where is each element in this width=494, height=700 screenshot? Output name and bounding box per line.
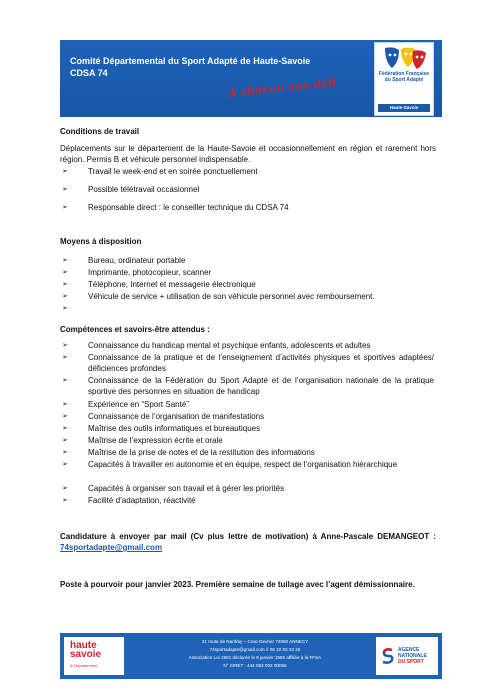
arrow-bullet-icon: ➢ <box>62 281 68 288</box>
ans-line2: NATIONALE <box>398 653 427 659</box>
arrow-bullet-icon: ➢ <box>62 342 68 349</box>
ffsa-logo-text: Fédération Française du Sport Adapté <box>378 71 430 83</box>
conditions-intro: Déplacements sur le département de la Haute-Savoie et occasionnellement en région et rarement hors région. Permis B et véhicule personnel indispensable. <box>60 144 436 164</box>
arrow-bullet-icon: ➢ <box>62 377 68 384</box>
hs-line2: savoie <box>70 649 102 660</box>
arrow-bullet-icon: ➢ <box>62 204 68 211</box>
arrow-bullet-icon: ➢ <box>62 413 68 420</box>
arrow-bullet-icon: ➢ <box>62 354 68 361</box>
footer-line: N° SIRET : 444 082 002 00055 <box>223 663 287 668</box>
hs-line1: haute <box>70 640 97 651</box>
header-title <box>70 55 310 79</box>
poste-text: Poste à pourvoir pour janvier 2023. Première semaine de tuilage avec l’agent démissionnaire. <box>60 580 415 589</box>
arrow-bullet-icon: ➢ <box>62 485 68 492</box>
footer <box>60 633 442 679</box>
ans-line3: DU SPORT <box>398 659 424 665</box>
ans-emblem-icon <box>380 647 396 665</box>
arrow-bullet-icon: ➢ <box>62 497 68 504</box>
hs-sub: le Département <box>70 663 98 668</box>
header-banner <box>60 40 442 117</box>
arrow-bullet-icon: ➢ <box>62 293 68 300</box>
arrow-bullet-icon: ➢ <box>62 401 68 408</box>
conditions-title: Conditions de travail <box>60 127 140 136</box>
arrow-bullet-icon: ➢ <box>62 168 68 175</box>
footer-line: 21 route de Nanfray – Cran-Gevrier 74960 ANNECY <box>201 639 309 644</box>
theatre-masks-icon <box>379 46 429 72</box>
ans-line1: AGENCE <box>398 647 420 653</box>
org-acronym: CDSA 74 <box>70 68 108 78</box>
footer-address <box>155 638 355 670</box>
ffsa-logo-sub: Haute-Savoie <box>378 104 430 112</box>
footer-line: 74sportadapte@gmail.com // 06 10 93 23 26 <box>209 647 301 652</box>
ffsa-logo <box>374 42 434 116</box>
email-link[interactable]: 74sportadapte@gmail.com <box>60 543 163 552</box>
haute-savoie-logo <box>64 637 124 675</box>
arrow-bullet-icon: ➢ <box>62 257 68 264</box>
footer-line: Association Loi 1901 déclarée le 9 janvier 1985 affiliée à la FFSA <box>188 655 322 660</box>
org-name: Comité Départemental du Sport Adapté de Haute-Savoie <box>70 56 311 66</box>
arrow-bullet-icon: ➢ <box>62 449 68 456</box>
candidature-text: Candidature à envoyer par mail (Cv plus lettre de motivation) à Anne-Pascale DEMANGEOT : 74sportadapte@gmail.com <box>60 532 436 552</box>
arrow-bullet-icon: ➢ <box>62 437 68 444</box>
arrow-bullet-icon: ➢ <box>62 461 68 468</box>
competences-title: Compétences et savoirs-être attendus : <box>60 325 210 334</box>
arrow-bullet-icon: ➢ <box>62 269 68 276</box>
slogan: A chacun son défi <box>227 75 337 100</box>
ans-logo <box>376 637 438 675</box>
arrow-bullet-icon: ➢ <box>62 186 68 193</box>
moyens-title: Moyens à disposition <box>60 237 142 246</box>
arrow-bullet-icon: ➢ <box>62 425 68 432</box>
arrow-bullet-icon: ➢ <box>62 305 68 312</box>
